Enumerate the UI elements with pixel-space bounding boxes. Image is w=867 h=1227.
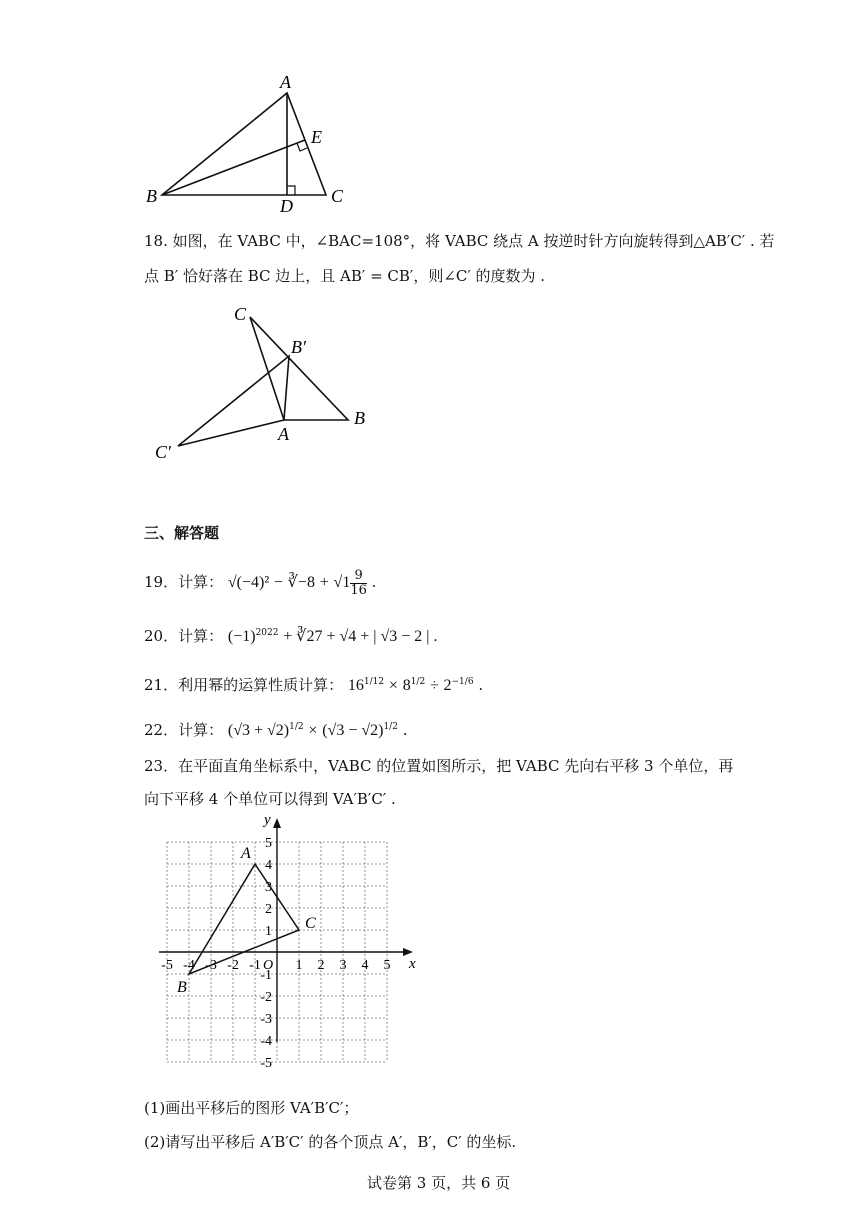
question-20 (144, 622, 438, 648)
figure-triangle-altitudes (140, 70, 360, 215)
q21-op1: × (388, 677, 398, 694)
point-label-b: B (177, 979, 187, 996)
q22-end: . (402, 721, 408, 739)
q19-plus: + (319, 574, 329, 591)
label-b-right: B (354, 408, 365, 428)
q22-prefix: 22．计算： (144, 721, 224, 739)
q20-exp: 2022 (255, 628, 279, 638)
x-tick-label: -5 (161, 958, 173, 973)
x-tick-label: 3 (339, 958, 347, 973)
label-c: C (331, 186, 344, 206)
x-tick-label: -2 (227, 958, 239, 973)
right-angle-d (287, 186, 295, 195)
x-tick-label: 2 (317, 958, 325, 973)
x-tick-label: -4 (183, 958, 195, 973)
q21-e1: 1/12 (363, 677, 385, 687)
q22-t2: (√3 − √2) (322, 722, 384, 739)
question-21 (144, 671, 483, 697)
q21-e3: −1/6 (451, 677, 474, 687)
triangle-abc (162, 93, 326, 195)
triangle-abc-rot (250, 317, 348, 420)
triangle-ab-c-prime (178, 356, 289, 446)
y-tick-label: -1 (260, 968, 272, 983)
point-label-c: C (305, 915, 316, 932)
q22-t1: (√3 + √2) (227, 722, 290, 739)
q21-prefix: 21．利用幂的运算性质计算： (144, 676, 344, 694)
label-a-bottom: A (278, 424, 289, 444)
x-axis-arrow (403, 948, 413, 956)
q22-e1: 1/2 (289, 722, 304, 732)
q19-end: . (371, 573, 377, 591)
altitude-be (162, 140, 305, 195)
q21-t3: 2 (443, 677, 452, 694)
label-b-prime: B′ (291, 337, 306, 357)
q19-whole: 1 (342, 574, 351, 591)
label-e: E (311, 127, 322, 147)
q20-base: (−1) (227, 628, 256, 645)
question-23-line2: 向下平移 4 个单位可以得到 VA′B′C′ . (144, 790, 396, 808)
section-heading: 三、解答题 (144, 524, 220, 542)
y-tick-label: -2 (260, 990, 272, 1005)
q19-sqrt-sign: √ (333, 574, 343, 591)
q21-op2: ÷ (429, 677, 439, 694)
question-23-line1: 23．在平面直角坐标系中，VABC 的位置如图所示，把 VABC 先向右平移 3 个单位，再 (144, 757, 734, 775)
y-tick-label: -3 (260, 1012, 272, 1027)
x-axis-label: x (409, 956, 416, 972)
y-tick-label: -4 (260, 1034, 272, 1049)
point-label-a: A (241, 845, 251, 862)
x-tick-label: -1 (249, 958, 261, 973)
right-angle-e (297, 143, 307, 151)
y-axis-label: y (264, 815, 271, 828)
q21-t2: 8 (402, 677, 411, 694)
y-tick-label: 1 (265, 924, 272, 939)
q19-den: 16 (350, 582, 367, 598)
x-tick-label: 1 (295, 958, 303, 973)
q20-prefix: 20．计算： (144, 627, 224, 645)
label-c-prime: C′ (155, 442, 171, 462)
question-18-line1: 18. 如图，在 VABC 中，∠BAC=108°，将 VABC 绕点 A 按逆时针方向旋转得到△AB′C′ . 若 (144, 232, 775, 250)
label-d: D (280, 196, 293, 215)
q19-term-a: √(−4)² (227, 574, 270, 591)
q22-e2: 1/2 (383, 722, 398, 732)
q19-num: 9 (350, 569, 367, 584)
question-23-part2: (2)请写出平移后 A′B′C′ 的各个顶点 A′，B′，C′ 的坐标. (144, 1133, 517, 1151)
coordinate-grid (140, 815, 420, 1095)
y-tick-label: 5 (265, 836, 272, 851)
y-tick-label: 2 (265, 902, 272, 917)
page-footer: 试卷第 3 页，共 6 页 (367, 1174, 511, 1192)
x-tick-label: 5 (383, 958, 391, 973)
label-b: B (146, 186, 157, 206)
q19-fraction (350, 569, 367, 598)
question-19 (144, 567, 376, 597)
q21-end: . (478, 676, 484, 694)
q22-op: × (308, 722, 318, 739)
q19-term-b: ∛−8 (287, 574, 315, 591)
question-22 (144, 716, 408, 742)
y-tick-label: 4 (265, 858, 272, 873)
question-18-line2: 点 B′ 恰好落在 BC 边上，且 AB′ = CB′，则∠C′ 的度数为 . (144, 267, 546, 285)
origin-label: O (263, 958, 274, 973)
q21-e2: 1/2 (410, 677, 426, 687)
q19-minus: − (273, 574, 283, 591)
label-c-top: C (234, 304, 247, 324)
question-23-part1: (1)画出平移后的图形 VA′B′C′； (144, 1099, 359, 1117)
q21-t1: 16 (347, 677, 364, 694)
y-tick-label: -5 (260, 1056, 272, 1071)
y-axis-arrow (273, 818, 281, 828)
q19-prefix: 19．计算： (144, 573, 224, 591)
figure-rotation (150, 300, 380, 465)
x-tick-label: 4 (361, 958, 369, 973)
y-tick-label: 3 (265, 880, 272, 895)
x-tick-label: -3 (205, 958, 217, 973)
label-a: A (280, 72, 291, 92)
q20-rest: + ∛27 + √4 + | √3 − 2 | . (283, 628, 438, 645)
